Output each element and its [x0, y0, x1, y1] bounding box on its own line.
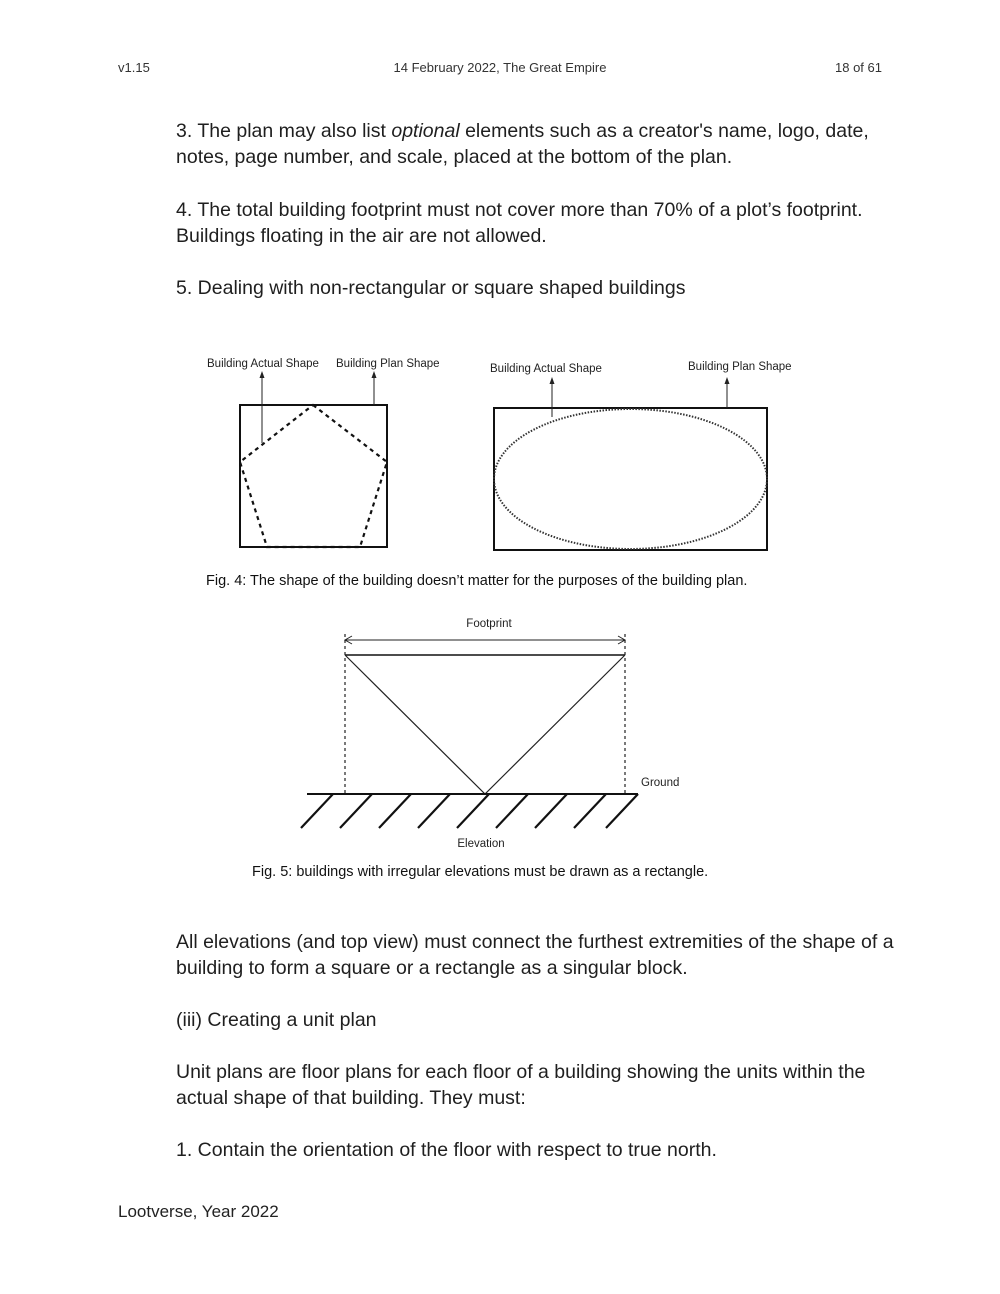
header-title: 14 February 2022, The Great Empire — [393, 60, 607, 75]
paragraph-item-4: 4. The total building footprint must not cover more than 70% of a plot’s footprint. Buildings floating in the air are not allowed. — [176, 199, 863, 247]
item-3-italic: optional — [391, 120, 460, 142]
figure-4-caption: Fig. 4: The shape of the building doesn’t matter for the purposes of the building plan. — [206, 573, 748, 589]
left-plan-label: Building Plan Shape — [336, 358, 440, 370]
item-3-suffix: elements such as a creator's name, logo, date, notes, page number, and scale, placed at the bottom of the plan. — [176, 120, 869, 168]
header-page-number: 18 of 61 — [835, 60, 882, 75]
elevation-label: Elevation — [457, 838, 505, 850]
left-actual-arrowhead — [260, 371, 265, 378]
header-version: v1.15 — [118, 60, 150, 75]
paragraph-item-1: 1. Contain the orientation of the floor with respect to true north. — [176, 1139, 717, 1161]
paragraph-elevations: All elevations (and top view) must connect the furthest extremities of the shape of a building to form a square or a rectangle as a singular block. — [176, 931, 894, 979]
footer-text: Lootverse, Year 2022 — [118, 1202, 279, 1221]
heading-creating-unit-plan: (iii) Creating a unit plan — [176, 1009, 377, 1031]
ground-label: Ground — [641, 777, 680, 789]
right-plan-label: Building Plan Shape — [688, 361, 792, 373]
paragraph-unit-plans: Unit plans are floor plans for each floor of a building showing the units within the actual shape of that building. They must: — [176, 1061, 866, 1109]
ellipse-actual-shape — [494, 409, 767, 549]
left-plan-arrowhead — [372, 371, 377, 378]
right-actual-arrowhead — [550, 377, 555, 384]
item-3-prefix: 3. The plan may also list — [176, 120, 392, 142]
footprint-label: Footprint — [466, 618, 512, 630]
right-actual-label: Building Actual Shape — [490, 363, 602, 375]
ground-hatching — [301, 794, 638, 828]
figure-5-caption: Fig. 5: buildings with irregular elevations must be drawn as a rectangle. — [252, 864, 709, 880]
right-plan-arrowhead — [725, 377, 730, 384]
paragraph-item-5: 5. Dealing with non-rectangular or square shaped buildings — [176, 277, 686, 299]
irregular-building-shape — [345, 655, 625, 794]
left-actual-label: Building Actual Shape — [207, 358, 319, 370]
